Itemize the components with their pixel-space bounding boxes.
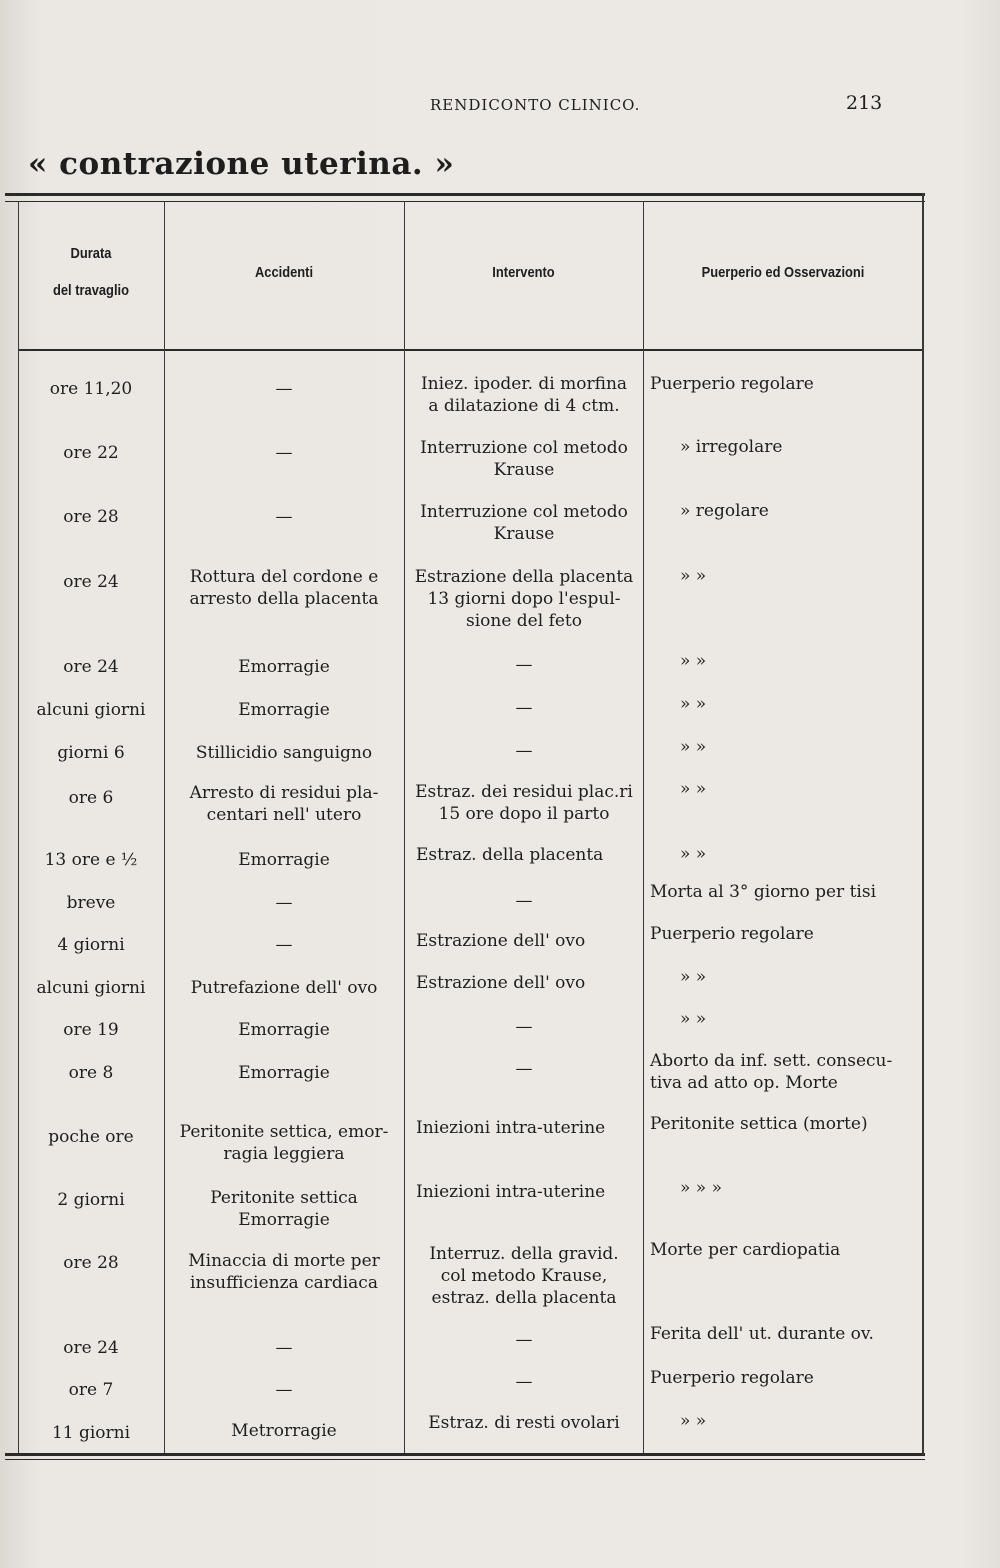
cell-intervento: Estraz. della placenta: [416, 845, 604, 865]
cell-durata: breve: [66, 893, 116, 913]
cell-accidenti: Minaccia di morte per insufficienza cardiaca: [188, 1251, 380, 1293]
cell-intervento: —: [515, 741, 533, 761]
cell-durata: ore 24: [63, 657, 119, 677]
cell-puerperio: Ferita dell' ut. durante ov.: [650, 1324, 874, 1344]
cell-accidenti: Emorragie: [238, 700, 330, 720]
cell-puerperio: » »: [680, 779, 707, 799]
cell-durata: ore 24: [63, 572, 119, 592]
cell-durata: alcuni giorni: [36, 700, 146, 720]
cell-intervento: —: [515, 655, 533, 675]
cell-accidenti: —: [275, 1380, 293, 1400]
header-durata: [28, 193, 154, 351]
cell-puerperio: » »: [680, 844, 707, 864]
cell-durata: poche ore: [48, 1127, 134, 1147]
running-head: RENDICONTO CLINICO.: [430, 96, 641, 114]
cell-accidenti: Emorragie: [238, 1020, 330, 1040]
cell-accidenti: Metrorragie: [231, 1421, 337, 1441]
cell-intervento: —: [515, 891, 533, 911]
cell-accidenti: Arresto di residui pla- centari nell' utero: [189, 783, 379, 825]
cell-durata: ore 22: [63, 443, 119, 463]
col-divider-1: [164, 201, 165, 1453]
cell-accidenti: —: [275, 379, 293, 399]
header-intervento: Intervento: [492, 263, 555, 281]
header-durata-line2: del travaglio: [52, 282, 129, 299]
cell-intervento: Iniezioni intra-uterine: [416, 1182, 606, 1202]
header-accidenti: Accidenti: [254, 263, 314, 281]
cell-puerperio: » »: [680, 967, 707, 987]
right-border: [922, 193, 924, 1455]
cell-puerperio: » »: [680, 694, 707, 714]
bottom-rule-thin: [5, 1459, 925, 1460]
cell-accidenti: Peritonite settica Emorragie: [210, 1188, 358, 1230]
cell-durata: ore 28: [63, 507, 119, 527]
cell-intervento: Estraz. dei residui plac.ri 15 ore dopo il parto: [415, 782, 633, 824]
cell-durata: ore 24: [63, 1338, 119, 1358]
col-divider-2: [404, 201, 405, 1453]
cell-intervento: Interruz. della gravid. col metodo Krause, estraz. della placenta: [429, 1244, 619, 1308]
cell-intervento: Estraz. di resti ovolari: [428, 1413, 620, 1433]
cell-puerperio: » »: [680, 566, 707, 586]
header-puerperio: Puerperio ed Osservazioni: [701, 263, 865, 281]
cell-intervento: Iniezioni intra-uterine: [416, 1118, 606, 1138]
cell-durata: ore 8: [68, 1063, 114, 1083]
cell-puerperio: » » »: [680, 1178, 723, 1198]
cell-durata: alcuni giorni: [36, 978, 146, 998]
cell-intervento: Iniez. ipoder. di morfina a dilatazione di 4 ctm.: [420, 374, 628, 416]
cell-puerperio: » »: [680, 1411, 707, 1431]
cell-accidenti: Peritonite settica, emor- ragia leggiera: [179, 1122, 389, 1164]
cell-durata: ore 11,20: [49, 379, 133, 399]
cell-intervento: —: [515, 1059, 533, 1079]
cell-puerperio: Morta al 3° giorno per tisi: [650, 882, 877, 902]
cell-puerperio: » »: [680, 1009, 707, 1029]
cell-puerperio: Puerperio regolare: [650, 1368, 814, 1388]
cell-puerperio: » regolare: [680, 501, 769, 521]
bottom-rule: [5, 1453, 925, 1456]
cell-accidenti: Emorragie: [238, 657, 330, 677]
cell-durata: 13 ore e ½: [44, 850, 138, 870]
header-durata-line1: Durata: [70, 245, 112, 262]
cell-puerperio: » »: [680, 651, 707, 671]
cell-puerperio: » irregolare: [680, 437, 783, 457]
cell-accidenti: Putrefazione dell' ovo: [190, 978, 378, 998]
cell-puerperio: Puerperio regolare: [650, 374, 814, 394]
cell-intervento: Interruzione col metodo Krause: [420, 502, 628, 544]
cell-durata: ore 19: [63, 1020, 119, 1040]
cell-accidenti: Stillicidio sanguigno: [195, 743, 373, 763]
cell-intervento: Interruzione col metodo Krause: [420, 438, 628, 480]
cell-intervento: Estrazione dell' ovo: [416, 931, 586, 951]
cell-puerperio: » »: [680, 737, 707, 757]
clinical-table: [0, 193, 925, 1460]
cell-accidenti: Rottura del cordone e arresto della placenta: [189, 567, 379, 609]
cell-durata: giorni 6: [57, 743, 125, 763]
cell-intervento: —: [515, 698, 533, 718]
table-caption: « contrazione uterina. »: [28, 146, 455, 182]
cell-accidenti: —: [275, 443, 293, 463]
left-border: [18, 201, 19, 1453]
cell-durata: ore 7: [68, 1380, 114, 1400]
cell-durata: ore 28: [63, 1253, 119, 1273]
cell-intervento: —: [515, 1372, 533, 1392]
cell-puerperio: Peritonite settica (morte): [650, 1114, 868, 1134]
cell-accidenti: Emorragie: [238, 850, 330, 870]
cell-intervento: Estrazione dell' ovo: [416, 973, 586, 993]
cell-intervento: —: [515, 1017, 533, 1037]
cell-accidenti: —: [275, 507, 293, 527]
cell-puerperio: Morte per cardiopatia: [650, 1240, 841, 1260]
cell-accidenti: —: [275, 893, 293, 913]
cell-puerperio: Puerperio regolare: [650, 924, 814, 944]
col-divider-3: [643, 201, 644, 1453]
cell-durata: 11 giorni: [51, 1423, 131, 1443]
cell-durata: 4 giorni: [57, 935, 125, 955]
cell-durata: ore 6: [68, 788, 114, 808]
cell-puerperio: Aborto da inf. sett. consecu- tiva ad atto op. Morte: [650, 1051, 893, 1093]
cell-accidenti: Emorragie: [238, 1063, 330, 1083]
cell-accidenti: —: [275, 935, 293, 955]
cell-intervento: Estrazione della placenta 13 giorni dopo l'espul- sione del feto: [414, 567, 634, 631]
cell-durata: 2 giorni: [57, 1190, 125, 1210]
page-number: 213: [846, 92, 883, 114]
cell-intervento: —: [515, 1330, 533, 1350]
cell-accidenti: —: [275, 1338, 293, 1358]
